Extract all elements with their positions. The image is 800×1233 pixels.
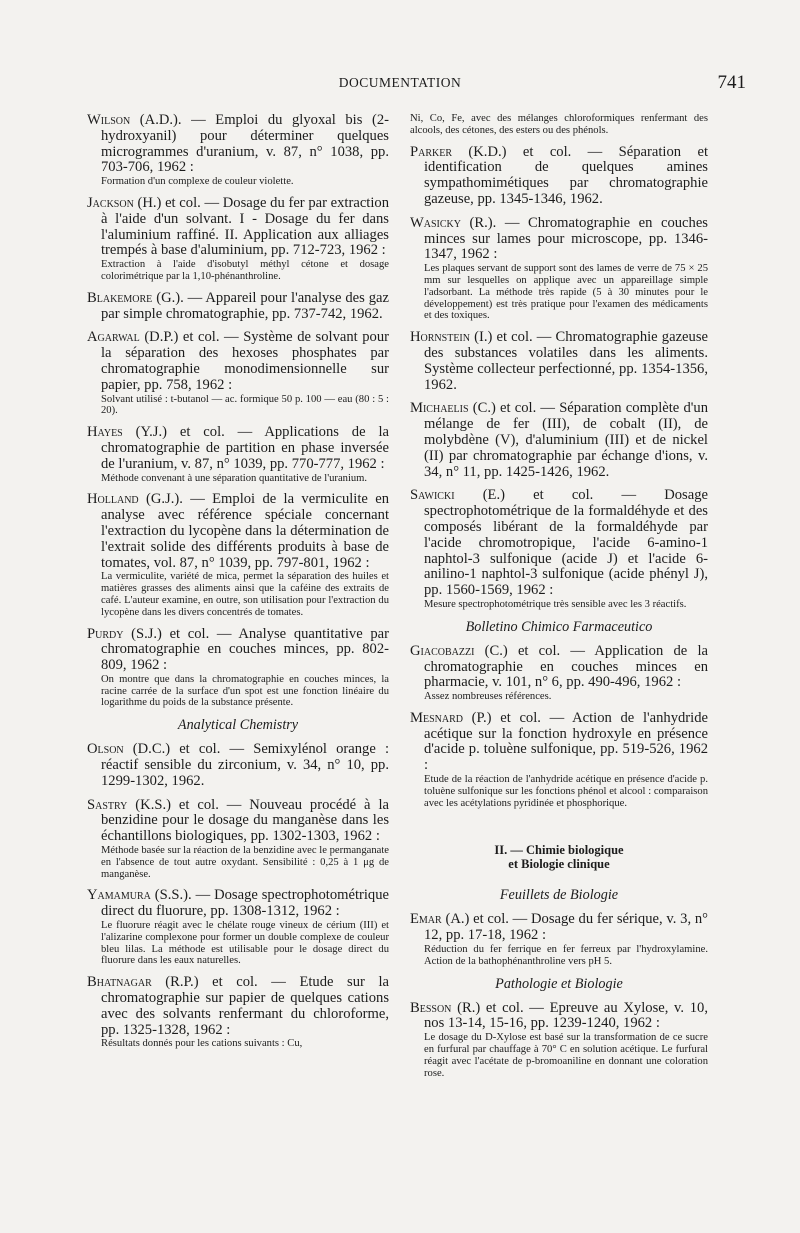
- citation-text: (A.D.). — Emploi du glyoxal bis (2-hydroxyanil) pour déterminer quelques microgrammes d'uranium, v. 87, n° 1038, pp. 703-706, 1962 :: [101, 112, 389, 176]
- reference-entry: [87, 742, 389, 789]
- citation-text: (P.) et col. — Action de l'anhydride acétique sur la fonction hydroxyle en présence d'acide p. toluène sulfonique, pp. 519-526, 1962 :: [424, 709, 708, 774]
- reference-citation: [87, 330, 389, 393]
- author-name: Wilson: [87, 112, 131, 128]
- reference-note: Les plaques servant de support sont des lames de verre de 75 × 25 mm sur lesquelles on applique avec un appareillage simple l'adsorbant. La méthode très rapide (5 à 30 minutes pour le développement) est très pratique pour l'examen des médicaments et des toxiques.: [424, 263, 708, 322]
- author-name: Agarwal: [87, 329, 140, 346]
- reference-entry: [410, 330, 708, 393]
- reference-note: Etude de la réaction de l'anhydride acétique en présence d'acide p. toluène sulfonique sur les fonctions phénol et alcool : comparaison avec les acétylations pyridinée et phosphorique.: [424, 774, 708, 809]
- reference-citation: [410, 145, 708, 208]
- reference-citation: [87, 627, 389, 674]
- left-column: [87, 113, 389, 1058]
- reference-entry: [410, 644, 708, 703]
- reference-note: Méthode basée sur la réaction de la benzidine avec le permanganate en l'absence de tout autre oxydant. Sensibilité : 0,25 à 1 μg de manganèse.: [101, 845, 389, 880]
- citation-text: (C.) et col. — Séparation complète d'un mélange de fer (III), de cobalt (II), de molybdène (V), d'aluminium (III) et de nickel (II) par chromatographie par échange d'ions, v. 34, n° 11, pp. 1425-1426, 1962.: [424, 400, 708, 480]
- reference-entry: [87, 196, 389, 283]
- header-title: DOCUMENTATION: [338, 75, 462, 90]
- reference-citation: [410, 711, 708, 774]
- author-name: Bhatnagar: [87, 974, 152, 991]
- page-number: 741: [717, 72, 746, 93]
- reference-entry: [87, 330, 389, 417]
- author-name: Giacobazzi: [410, 642, 475, 659]
- citation-text: (H.) et col. — Dosage du fer par extraction à l'aide d'un solvant. I - Dosage du fer dans l'aluminium raffiné. II. Application aux alliages trempés à base d'aluminium, pp. 712-723, 1962 :: [101, 194, 389, 259]
- citation-text: (R.). — Chromatographie en couches minces sur lames pour microscope, pp. 1346-1347, 1962 :: [424, 214, 708, 263]
- citation-text: (S.S.). — Dosage spectrophotométrique direct du fluorure, pp. 1308-1312, 1962 :: [101, 887, 389, 920]
- reference-citation: [410, 401, 708, 480]
- reference-note: Le fluorure réagit avec le chélate rouge vineux de cérium (III) et l'alizarine complexone pour former un double complexe de couleur bleu lilas. La méthode est utilisable pour le dosage direct du fluorure dans les eaux naturelles.: [101, 920, 389, 967]
- reference-entry: [87, 113, 389, 188]
- reference-citation: [87, 425, 389, 472]
- reference-note: Ni, Co, Fe, avec des mélanges chloroformiques renfermant des alcools, des cétones, des esters ou des phénols.: [410, 113, 708, 136]
- reference-citation: [87, 291, 389, 323]
- reference-entry: [410, 216, 708, 322]
- journal-heading: Pathologie et Biologie: [495, 975, 623, 992]
- reference-citation: [410, 912, 708, 944]
- journal-heading: Analytical Chemistry: [177, 717, 299, 734]
- citation-text: (K.D.) et col. — Séparation et identification de quelques amines sympathomimétiques par chromatographie gazeuse, pp. 1345-1346, 1962.: [424, 143, 708, 207]
- reference-note: La vermiculite, variété de mica, permet la séparation des huiles et matières grasses des aliments ainsi que la caféine des extraits de café. L'auteur examine, en outre, son utilisation pour l'extraction du lycopène dans les divers concentrés de tomates.: [101, 571, 389, 618]
- citation-text: (K.S.) et col. — Nouveau procédé à la benzidine pour le dosage du manganèse dans les échantillons biologiques, pp. 1302-1303, 1962 :: [101, 796, 389, 845]
- author-name: Sastry: [87, 796, 128, 813]
- reference-entry: [87, 291, 389, 323]
- citation-text: (C.) et col. — Application de la chromatographie en couches minces en pharmacie, v. 101, n° 6, pp. 490-496, 1962 :: [424, 642, 708, 691]
- reference-entry: [87, 798, 389, 881]
- reference-entry: [410, 711, 708, 810]
- reference-citation: [87, 975, 389, 1038]
- author-name: Wasicky: [410, 214, 462, 231]
- reference-note: Solvant utilisé : t-butanol — ac. formique 50 p. 100 — eau (80 : 5 : 20).: [101, 393, 389, 417]
- reference-note: Mesure spectrophotométrique très sensible avec les 3 réactifs.: [424, 598, 687, 610]
- reference-note: On montre que dans la chromatographie en couches minces, la racine carrée de la surface d'un spot est une fonction linéaire du logarithme du poids de la substance présente.: [101, 673, 389, 709]
- author-name: Mesnard: [410, 709, 463, 726]
- right-column: [410, 113, 708, 1087]
- reference-note: Réduction du fer ferrique en fer ferreux par l'hydroxylamine. Action de la bathophénanthroline vers pH 5.: [424, 944, 708, 967]
- author-name: Sawicki: [410, 487, 455, 504]
- reference-note: Assez nombreuses références.: [424, 691, 552, 703]
- reference-entry: [87, 425, 389, 484]
- citation-text: (E.) et col. — Dosage spectrophotométrique de la formaldéhyde et des composés libérant de la formaldéhyde par l'acide chromotropique, l'acide 6-amino-1 naphtol-3 sulfonique (acide J) et l'acide 6-anilino-1 naphtol-3 sulfonique (acide phényl J), pp. 1560-1569, 1962 :: [424, 487, 708, 599]
- author-name: Purdy: [87, 625, 124, 642]
- section-heading: [410, 843, 708, 871]
- reference-entry: [87, 888, 389, 967]
- reference-citation: [87, 113, 389, 176]
- citation-text: (D.P.) et col. — Système de solvant pour la séparation des hexoses phosphates par chromatographie monodimensionnelle sur papier, pp. 758, 1962 :: [101, 329, 389, 393]
- section-heading-line: et Biologie clinique: [508, 857, 610, 872]
- reference-note: Méthode convenant à une séparation quantitative de l'uranium.: [101, 472, 368, 484]
- citation-text: (G.J.). — Emploi de la vermiculite en analyse avec référence spéciale concernant l'extraction du lycopène dans la détermination de l'extrait solide des différents produits à base de tomates, vol. 87, n° 1039, pp. 797-801, 1962 :: [101, 491, 389, 571]
- reference-note: Le dosage du D-Xylose est basé sur la transformation de ce sucre en furfural par chauffage à 70° C en solution acétique. Le furfural réagit avec l'acétate de p-bromoaniline en donnant une coloration rose.: [424, 1032, 708, 1079]
- reference-entry: [410, 488, 708, 610]
- journal-heading: Bolletino Chimico Farmaceutico: [465, 618, 653, 635]
- reference-entry: [410, 1001, 708, 1080]
- reference-entry: [87, 627, 389, 710]
- reference-note: Résultats donnés pour les cations suivants : Cu,: [101, 1038, 303, 1050]
- author-name: Emar: [410, 911, 442, 928]
- citation-text: (R.P.) et col. — Etude sur la chromatographie sur papier de quelques cations avec des solvants renfermant du chloroforme, pp. 1325-1328, 1962 :: [101, 974, 389, 1038]
- author-name: Michaelis: [410, 400, 469, 417]
- reference-entry: [410, 912, 708, 967]
- reference-citation: [410, 644, 708, 691]
- reference-note: Extraction à l'aide d'isobutyl méthyl cétone et dosage colorimétrique par la 1,10-phénanthroline.: [101, 259, 389, 282]
- author-name: Hornstein: [410, 329, 470, 346]
- citation-text: (D.C.) et col. — Semixylénol orange : réactif sensible du zirconium, v. 34, n° 10, pp. 1299-1302, 1962.: [101, 741, 389, 789]
- reference-note: Formation d'un complexe de couleur violette.: [101, 176, 294, 188]
- author-name: Besson: [410, 999, 452, 1016]
- reference-citation: [87, 196, 389, 259]
- reference-entry: [87, 492, 389, 618]
- citation-text: (G.). — Appareil pour l'analyse des gaz par simple chromatographie, pp. 737-742, 1962.: [101, 289, 389, 322]
- citation-text: (Y.J.) et col. — Applications de la chromatographie de partition en phase inversée de l'uranium, v. 87, n° 1039, pp. 770-777, 1962 :: [101, 424, 389, 472]
- author-name: Olson: [87, 741, 124, 758]
- reference-citation: [87, 888, 389, 920]
- author-name: Jackson: [87, 194, 134, 211]
- reference-citation: [410, 330, 708, 393]
- reference-citation: [87, 492, 389, 571]
- reference-citation: [87, 798, 389, 845]
- citation-text: (I.) et col. — Chromatographie gazeuse des substances volatiles dans les aliments. Système collecteur perfectionné, pp. 1354-1356, 1962.: [424, 329, 708, 393]
- journal-heading: Feuillets de Biologie: [499, 887, 619, 904]
- author-name: Blakemore: [87, 289, 153, 306]
- reference-citation: [87, 742, 389, 789]
- reference-entry: [410, 401, 708, 480]
- section-heading-line: II. — Chimie biologique: [494, 843, 624, 858]
- reference-citation: [410, 488, 708, 599]
- reference-citation: [410, 1001, 708, 1033]
- citation-text: (S.J.) et col. — Analyse quantitative par chromatographie en couches minces, pp. 802-809, 1962 :: [101, 625, 389, 674]
- reference-entry: [87, 975, 389, 1050]
- author-name: Parker: [410, 143, 453, 160]
- author-name: Hayes: [87, 424, 123, 441]
- citation-text: (A.) et col. — Dosage du fer sérique, v. 3, n° 12, pp. 17-18, 1962 :: [424, 911, 708, 944]
- citation-text: (R.) et col. — Epreuve au Xylose, v. 10, nos 13-14, 15-16, pp. 1239-1240, 1962 :: [424, 999, 708, 1032]
- reference-citation: [410, 216, 708, 263]
- author-name: Yamamura: [87, 887, 151, 904]
- reference-entry: [410, 145, 708, 208]
- author-name: Holland: [87, 491, 139, 508]
- reference-continuation: [410, 113, 708, 137]
